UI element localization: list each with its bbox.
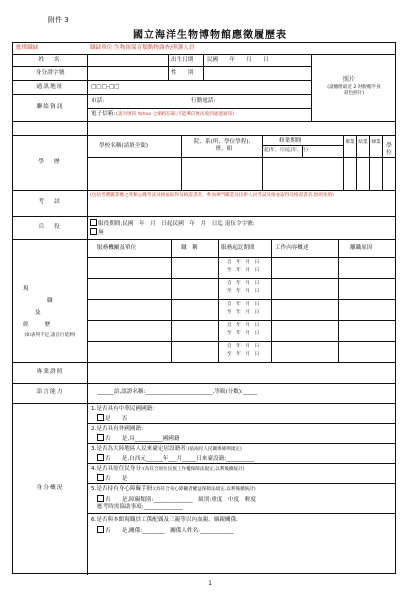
q3-checkbox[interactable] (97, 454, 104, 461)
identity-q6-options[interactable] (97, 526, 234, 535)
q2-checkbox[interactable] (97, 434, 104, 441)
exp-row-from[interactable]: 自 年 月 日 (227, 260, 260, 265)
military-none[interactable] (90, 228, 104, 237)
exam-label: 考 試 (38, 199, 62, 205)
military-none-text: 無 (98, 230, 104, 236)
address-value[interactable]: □□□-□□ (91, 84, 120, 90)
q4-note: (為符合原住民族工作權保障法規定,以利後續統計) (142, 467, 245, 472)
q3-note: (依兩岸人民關係條例規定) (187, 447, 242, 452)
exp-row-to[interactable]: 至 年 月 日 (227, 289, 260, 294)
identity-q6: 6.是否與本館現職員工係配偶及三親等以內血親、姻親關係: (91, 517, 239, 523)
page-number: 1 (208, 580, 212, 587)
q5-note: (為符合身心障礙者權益保障法規定,以利後續統計) (154, 487, 256, 492)
q3-options-text: 否 是,自西元______年___月_____日來臺設籍;__________ (105, 456, 255, 462)
q1-checkbox[interactable] (97, 414, 104, 421)
experience-label-line: 現 (23, 286, 29, 292)
military-served-checkbox[interactable] (90, 219, 97, 226)
language-label: 語言能力 (36, 389, 64, 395)
q2-options-text: 否 是,具__________國國籍 (105, 436, 180, 442)
identity-q4-options[interactable] (97, 474, 127, 483)
q4-checkbox[interactable] (97, 474, 104, 481)
q5-checkbox[interactable] (97, 495, 104, 502)
landline-label: 市話: (91, 98, 105, 104)
identity-q2-options[interactable] (97, 434, 180, 443)
edu-col-completed: 結業 (358, 140, 368, 145)
edu-col-degree: 學位 (386, 143, 392, 156)
dob-label: 出生日期 (171, 57, 194, 63)
dob-value[interactable]: 民國 年 月 日 (207, 57, 269, 63)
experience-note: (如表列不足,請自行延伸) (24, 333, 76, 338)
experience-label-line: 歷 (44, 322, 51, 328)
q6-options-text: 否 是,關係:________ 關係人姓名:____________ (105, 528, 234, 534)
military-served[interactable] (90, 219, 255, 228)
photo-title: 照片 (343, 76, 356, 83)
q5-text: 5.是否持有身心障礙手冊: (91, 486, 155, 492)
identity-q4 (91, 466, 245, 473)
edu-col-period: 修業期間 (279, 138, 302, 144)
mobile-label: 行動電話: (191, 98, 216, 104)
edu-col-graduated: 畢業 (345, 140, 355, 145)
identity-q3-options[interactable] (97, 454, 254, 463)
military-none-checkbox[interactable] (90, 228, 97, 235)
edu-col-attended: 肄業 (371, 140, 381, 145)
education-label: 學 歷 (38, 159, 62, 165)
identity-q2: 2.是否具有外國國籍: (91, 426, 143, 432)
exam-note: (包括考選職業轉之各類公職考試及格並取得及格證書者、參加專門職業及技術人員考試及格並取得及格證書者,無則免填) (90, 193, 334, 198)
photo-note: (請繳附最近 2 吋脫帽半身彩色照片) (327, 85, 381, 96)
q6-checkbox[interactable] (97, 526, 104, 533)
language-text[interactable]: ______語,認證名稱:________________________,等級(分數):_____ (97, 389, 257, 395)
edu-col-school: 學校名稱(請填全銜) (99, 143, 149, 149)
identity-q3 (91, 446, 242, 453)
exp-row-from[interactable]: 自 年 月 日 (227, 302, 260, 307)
exp-col-summary: 工作內容概述 (275, 245, 309, 251)
exp-row-to[interactable]: 至 年 月 日 (227, 310, 260, 315)
exp-row-to[interactable]: 至 年 月 日 (227, 268, 260, 273)
q5-options-text: 否 是,障礙類別:______________ 級別:重度 中度 輕度 (105, 497, 256, 503)
q3-text: 3.是否為大陸地區人民來臺定居設籍者: (91, 446, 188, 452)
experience-label-line: 及 (35, 310, 41, 316)
identity-label: 身分概況 (36, 485, 64, 491)
exp-row-from[interactable]: 自 年 月 日 (227, 281, 260, 286)
email-note: (請勿填寫 Yahoo 之網路信箱,可能導信無法收到通過通知) (116, 112, 234, 117)
q4-options-text: 否 是 (105, 476, 128, 482)
name-label: 姓 名 (38, 57, 62, 63)
application-form (12, 42, 396, 574)
form-title: 國立海洋生物博物館應徵履歷表 (133, 30, 287, 41)
experience-label-line: 經 (23, 322, 29, 328)
edu-col-period-sub: 起(年、月)迄(年、月) (264, 148, 308, 153)
identity-q5-extra[interactable]: 應考時需協助事項:______________ (97, 504, 183, 510)
email-label: 電子信箱: (91, 111, 116, 117)
license-label: 專業證照 (36, 369, 64, 375)
identity-q5 (91, 486, 256, 493)
vacancy-label: 應徵職缺 (16, 45, 39, 51)
experience-label (23, 283, 79, 331)
exp-row-to[interactable]: 至 年 月 日 (227, 352, 260, 357)
exp-col-org: 服務機關及單位 (97, 245, 137, 251)
identity-q1: 1.是否具有中華民國國籍: (91, 406, 155, 412)
exp-col-title: 職 稱 (181, 245, 198, 251)
q4-text: 4.是否具原住民身分: (91, 466, 143, 472)
exp-row-to[interactable]: 至 年 月 日 (227, 331, 260, 336)
experience-label-line: 職 (47, 298, 53, 304)
identity-q5-options[interactable] (97, 495, 256, 504)
exp-row-from[interactable]: 自 年 月 日 (227, 323, 260, 328)
attachment-label: 附件 3 (48, 16, 69, 24)
contact-label: 聯絡資訊 (36, 104, 64, 110)
address-label: 通訊地址 (36, 84, 64, 90)
vacancy-value: 職缺單位:生物組保育類動物調查/照護人員 (90, 45, 195, 51)
gender-label: 性 別 (171, 70, 194, 76)
exp-row-from[interactable]: 自 年 月 日 (227, 344, 260, 349)
military-label: 兵 役 (38, 224, 62, 230)
exp-col-reason: 離職原因 (350, 245, 373, 251)
q1-options-text: 是 否 (105, 416, 128, 422)
identity-q1-options[interactable] (97, 414, 127, 423)
exp-col-period: 服務起訖期間 (221, 245, 255, 251)
edu-col-dept: 院、系(所、學位學程)、班、組 (193, 139, 255, 152)
id-number-label: 身分證字號 (35, 70, 65, 76)
military-served-text: 服役期間:民國 年 月 日起民國 年 月 日迄 退伍令字號: (98, 221, 255, 227)
